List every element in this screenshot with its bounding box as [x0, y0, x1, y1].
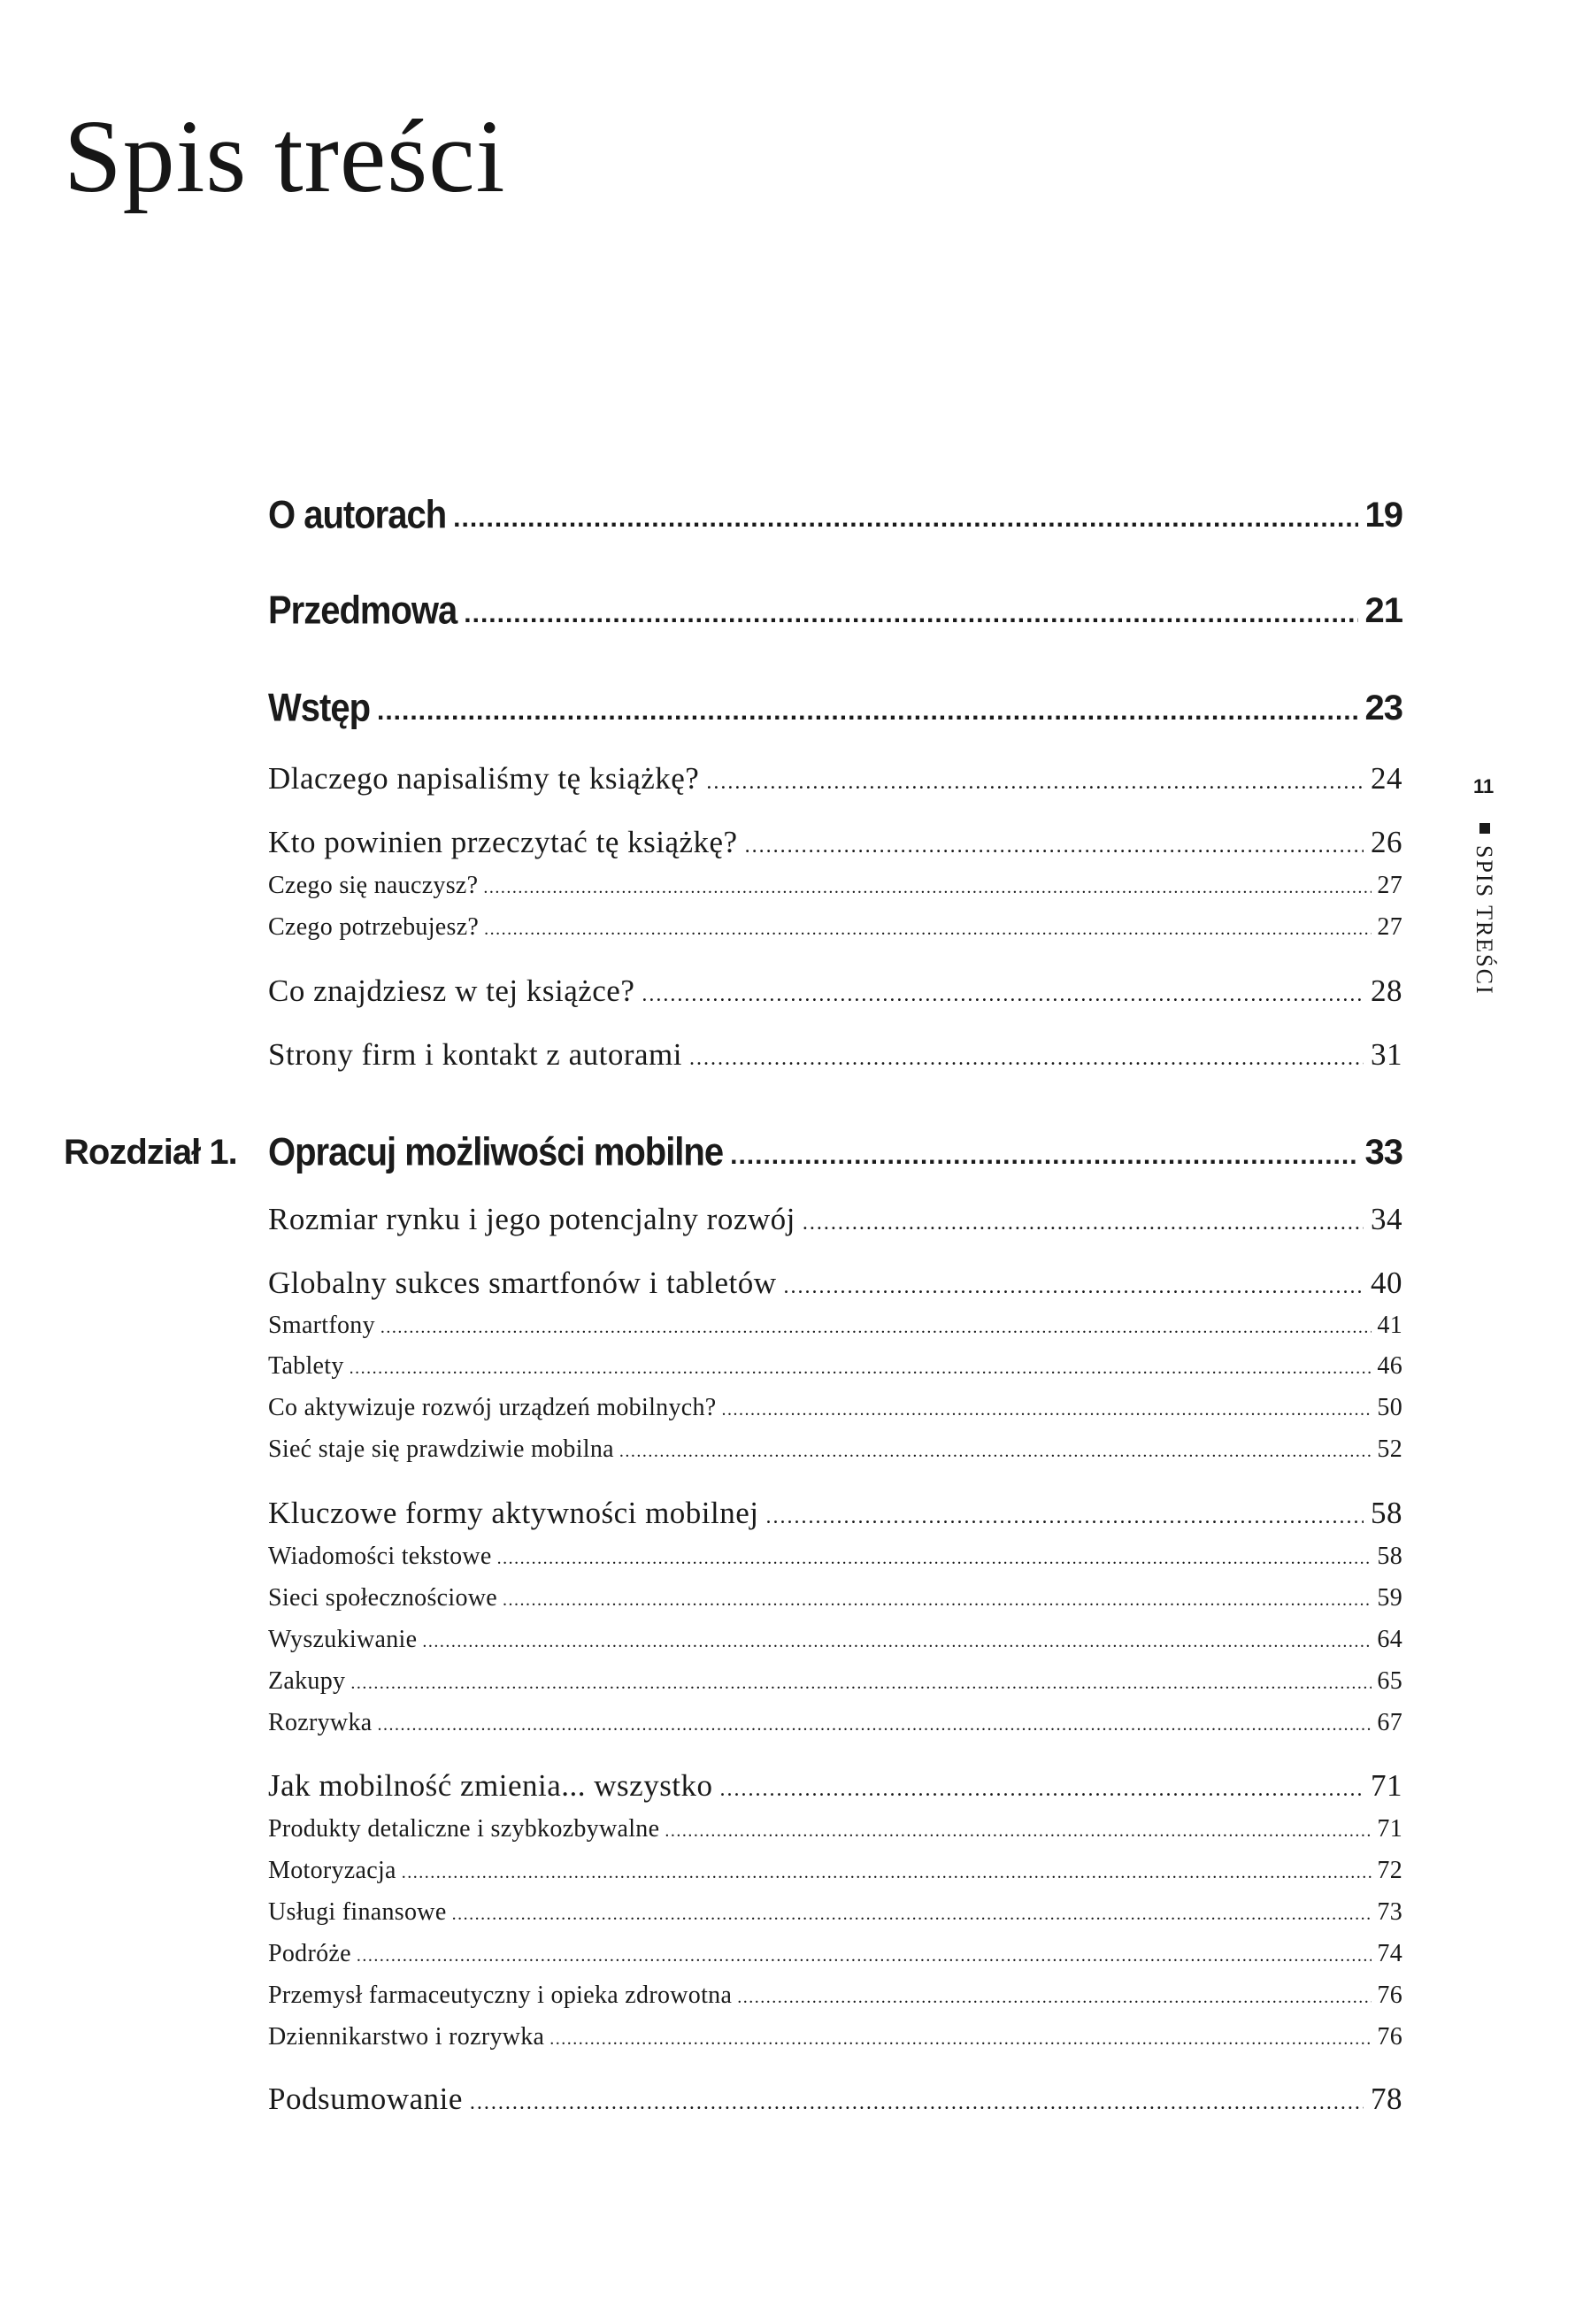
toc-entry-page: 26 [1371, 825, 1402, 859]
toc-entry-page: 64 [1377, 1626, 1402, 1653]
toc-entry-section[interactable] [268, 825, 1402, 860]
dot-leader [803, 1212, 1364, 1235]
toc-entry-section[interactable] [268, 761, 1402, 796]
toc-entry-o-autorach[interactable] [268, 493, 1402, 537]
toc-entry-section[interactable] [268, 2082, 1402, 2117]
toc-entry-page: 78 [1371, 2082, 1402, 2116]
toc-entry-label: Wstęp [268, 686, 370, 730]
toc-entry-wstep[interactable] [268, 686, 1402, 730]
toc-entry-label: Sieć staje się prawdziwie mobilna [268, 1435, 614, 1463]
toc-entry-subsection[interactable] [268, 1667, 1402, 1696]
dot-leader [453, 504, 1357, 534]
toc-entry-section[interactable] [268, 1037, 1402, 1073]
toc-entry-page: 67 [1377, 1709, 1402, 1736]
toc-entry-subsection[interactable] [268, 1709, 1402, 1737]
toc-entry-label: Co znajdziesz w tej książce? [268, 973, 635, 1008]
toc-entry-subsection[interactable] [268, 1982, 1402, 2010]
dot-leader [497, 1549, 1372, 1569]
toc-entry-label: Co aktywizuje rozwój urządzeń mobilnych? [268, 1394, 717, 1421]
toc-entry-page: 72 [1377, 1857, 1402, 1884]
toc-entry-page: 58 [1371, 1496, 1402, 1530]
toc-entry-subsection[interactable] [268, 1898, 1402, 1927]
dot-leader [483, 878, 1372, 898]
toc-entry-page: 27 [1377, 872, 1402, 899]
toc-entry-label: Strony firm i kontakt z autorami [268, 1037, 682, 1072]
toc-entry-label: Dziennikarstwo i rozrywka [268, 2023, 545, 2051]
toc-entry-page: 58 [1377, 1543, 1402, 1570]
toc-entry-page: 34 [1371, 1202, 1402, 1236]
dot-leader [706, 771, 1364, 795]
dot-leader [665, 1821, 1372, 1842]
dot-leader [689, 1047, 1364, 1071]
toc-entry-section[interactable] [268, 1496, 1402, 1531]
toc-entry-subsection[interactable] [268, 1584, 1402, 1612]
toc-entry-subsection[interactable] [268, 1857, 1402, 1885]
toc-entry-label: Przemysł farmaceutyczny i opieka zdrowotna [268, 1982, 733, 2009]
dot-leader [377, 1715, 1372, 1735]
toc-entry-label: Smartfony [268, 1312, 375, 1339]
toc-entry-page: 21 [1364, 591, 1402, 630]
toc-entry-label: Produkty detaliczne i szybkozbywalne [268, 1815, 660, 1843]
toc-entry-subsection[interactable] [268, 1940, 1402, 1968]
toc-entry-page: 50 [1377, 1394, 1402, 1421]
toc-entry-page: 52 [1377, 1435, 1402, 1463]
toc-entry-label: Tablety [268, 1352, 344, 1380]
toc-entry-page: 59 [1377, 1584, 1402, 1612]
dot-leader [766, 1505, 1364, 1529]
toc-entry-subsection[interactable] [268, 872, 1402, 900]
dot-leader [464, 599, 1357, 629]
toc-entry-label: Dlaczego napisaliśmy tę książkę? [268, 761, 700, 796]
dot-leader [452, 1905, 1372, 1925]
toc-entry-label: Wyszukiwanie [268, 1626, 418, 1653]
dot-leader [422, 1632, 1372, 1652]
toc-entry-label: Czego potrzebujesz? [268, 913, 480, 941]
dot-leader [377, 696, 1358, 727]
dot-leader [470, 2091, 1364, 2115]
toc-entry-label: Kto powinien przeczytać tę książkę? [268, 825, 738, 859]
toc-entry-subsection[interactable] [268, 1626, 1402, 1654]
toc-entry-page: 27 [1377, 913, 1402, 941]
toc-entry-label: Usługi finansowe [268, 1898, 447, 1926]
toc-entry-przedmowa[interactable] [268, 591, 1402, 631]
toc-entry-label: Przedmowa [268, 589, 457, 633]
toc-entry-page: 31 [1371, 1037, 1402, 1072]
toc-entry-label: Podsumowanie [268, 2082, 463, 2116]
toc-entry-label: Zakupy [268, 1667, 346, 1695]
toc-entry-section[interactable] [268, 1768, 1402, 1804]
dot-leader [357, 1946, 1372, 1966]
toc-entry-section[interactable] [268, 973, 1402, 1009]
toc-entry-subsection[interactable] [268, 2023, 1402, 2051]
toc-entry-section[interactable] [268, 1266, 1402, 1301]
dot-leader [380, 1318, 1372, 1338]
toc-entry-chapter-1[interactable] [268, 1130, 1402, 1174]
dot-leader [549, 2029, 1372, 2050]
toc-entry-label: Rozrywka [268, 1709, 373, 1736]
dot-leader [784, 1275, 1364, 1299]
toc-entry-label: Rozmiar rynku i jego potencjalny rozwój [268, 1202, 795, 1236]
dot-leader [350, 1358, 1372, 1379]
toc-entry-label: Motoryzacja [268, 1857, 396, 1884]
toc-entry-page: 73 [1377, 1898, 1402, 1926]
toc-entry-label: Czego się nauczysz? [268, 872, 479, 899]
toc-entry-page: 24 [1371, 761, 1402, 796]
toc-entry-label: Podróże [268, 1940, 351, 1967]
toc-entry-subsection[interactable] [268, 1312, 1402, 1340]
toc-entry-label: Opracuj możliwości mobilne [268, 1130, 724, 1174]
dot-leader [737, 1988, 1372, 2008]
toc-entry-subsection[interactable] [268, 1435, 1402, 1464]
toc-entry-label: Kluczowe formy aktywności mobilnej [268, 1496, 759, 1530]
toc-entry-page: 65 [1377, 1667, 1402, 1695]
dot-leader [619, 1442, 1372, 1462]
dot-leader [730, 1141, 1357, 1171]
toc-entry-page: 76 [1377, 2023, 1402, 2051]
toc-entry-page: 74 [1377, 1940, 1402, 1967]
toc-entry-page: 71 [1377, 1815, 1402, 1843]
dot-leader [484, 920, 1372, 940]
dot-leader [720, 1778, 1364, 1802]
toc-entry-subsection[interactable] [268, 1815, 1402, 1843]
toc-entry-label: Globalny sukces smartfonów i tabletów [268, 1266, 777, 1300]
toc-entry-subsection[interactable] [268, 913, 1402, 942]
toc-entry-subsection[interactable] [268, 1394, 1402, 1422]
running-title: SPIS TREŚCI [1472, 845, 1497, 996]
toc-entry-page: 28 [1371, 973, 1402, 1008]
toc-entry-page: 40 [1371, 1266, 1402, 1300]
chapter-number: Rozdział 1. [64, 1133, 237, 1172]
dot-leader [503, 1590, 1372, 1611]
toc-entry-page: 41 [1377, 1312, 1402, 1339]
toc-entry-page: 23 [1364, 689, 1402, 727]
toc-entry-page: 71 [1371, 1768, 1402, 1803]
toc-entry-label: O autorach [268, 493, 447, 537]
page-number: 11 [1473, 775, 1495, 797]
dot-leader [402, 1863, 1372, 1883]
toc-entry-page: 46 [1377, 1352, 1402, 1380]
toc-entry-page: 33 [1364, 1133, 1402, 1172]
toc-entry-label: Jak mobilność zmienia... wszystko [268, 1768, 713, 1803]
toc-entry-page: 76 [1377, 1982, 1402, 2009]
dot-leader [642, 983, 1364, 1007]
dot-leader [350, 1674, 1372, 1694]
toc-entry-page: 19 [1364, 496, 1402, 535]
toc-entry-subsection[interactable] [268, 1352, 1402, 1381]
square-bullet-icon [1479, 823, 1490, 834]
toc-entry-label: Sieci społecznościowe [268, 1584, 497, 1612]
toc-entry-section[interactable] [268, 1202, 1402, 1237]
toc-entry-subsection[interactable] [268, 1543, 1402, 1571]
page-title: Spis treści [64, 98, 506, 214]
dot-leader [722, 1400, 1372, 1420]
dot-leader [745, 835, 1364, 858]
toc-entry-label: Wiadomości tekstowe [268, 1543, 492, 1570]
